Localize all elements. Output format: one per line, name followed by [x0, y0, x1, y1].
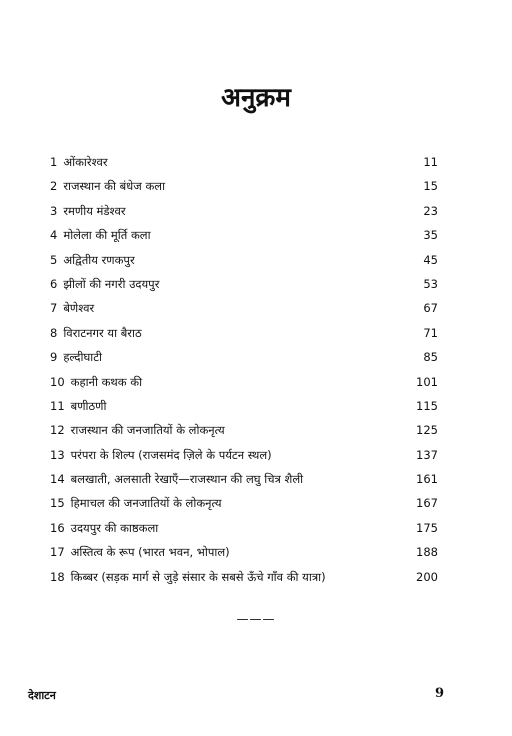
toc-entry-text	[50, 301, 94, 316]
toc-entry-page: 200	[416, 569, 438, 584]
toc-entry-number: 3	[50, 203, 58, 218]
toc-entry-number: 5	[50, 252, 58, 267]
toc-entry	[50, 570, 438, 594]
toc-entry-page: 137	[416, 447, 438, 462]
footer-book-title: देशाटन	[28, 689, 56, 702]
toc-entry-text	[50, 423, 225, 438]
toc-entry-page: 45	[423, 252, 438, 267]
toc-entry-title: विराटनगर या बैराठ	[63, 325, 142, 340]
toc-entry-number: 9	[50, 350, 58, 365]
toc-entry-number: 13	[50, 447, 65, 462]
toc-entry	[50, 496, 438, 520]
toc-entry	[50, 399, 438, 423]
toc-entry-title: किब्बर (सड़क मार्ग से जुड़े संसार के सबसे ऊँचे गाँव की यात्रा)	[70, 569, 326, 584]
footer-page-number: 9	[434, 686, 444, 701]
table-of-contents	[50, 155, 438, 594]
toc-entry-page: 125	[416, 423, 438, 438]
toc-entry-page: 23	[423, 203, 438, 218]
toc-entry	[50, 253, 438, 277]
toc-entry	[50, 204, 438, 228]
toc-entry-number: 16	[50, 520, 65, 535]
toc-entry-text	[50, 204, 126, 219]
toc-entry	[50, 301, 438, 325]
toc-entry-number: 2	[50, 179, 58, 194]
toc-entry	[50, 375, 438, 399]
toc-entry-page: 188	[416, 545, 438, 560]
toc-entry	[50, 545, 438, 569]
toc-entry-text	[50, 375, 142, 390]
toc-entry-number: 17	[50, 545, 65, 560]
toc-entry-number: 6	[50, 276, 58, 291]
toc-entry-text	[50, 326, 142, 341]
toc-entry-title: मोलेला की मूर्ति कला	[63, 228, 151, 243]
toc-entry-title: कहानी कथक की	[70, 374, 143, 389]
toc-entry-number: 14	[50, 472, 65, 487]
toc-entry-title: ओंकारेश्वर	[63, 155, 108, 169]
toc-entry	[50, 155, 438, 179]
toc-entry-number: 15	[50, 496, 65, 511]
toc-entry-page: 15	[423, 179, 438, 194]
toc-entry	[50, 350, 438, 374]
toc-entry-number: 18	[50, 569, 65, 584]
toc-entry	[50, 472, 438, 496]
toc-entry-title: राजस्थान की बंधेज कला	[63, 179, 166, 194]
toc-entry-number: 7	[50, 301, 58, 316]
toc-entry-page: 11	[423, 155, 438, 169]
toc-entry-title: उदयपुर की काष्ठकला	[70, 520, 159, 535]
section-separator: ———	[236, 612, 276, 626]
toc-entry-number: 10	[50, 374, 65, 389]
toc-entry-title: बणीठणी	[70, 398, 107, 413]
page-title: अनुक्रम	[221, 83, 291, 113]
toc-entry-title: हिमाचल की जनजातियों के लोकनृत्य	[70, 496, 222, 511]
toc-entry	[50, 521, 438, 545]
toc-entry-number: 1	[50, 155, 58, 169]
toc-entry	[50, 277, 438, 301]
toc-entry-text	[50, 228, 151, 243]
toc-entry-title: राजस्थान की जनजातियों के लोकनृत्य	[70, 423, 225, 438]
toc-entry-page: 85	[423, 350, 438, 365]
toc-entry-text	[50, 570, 326, 585]
toc-entry-text	[50, 521, 158, 536]
toc-entry-text	[50, 472, 303, 487]
toc-entry	[50, 423, 438, 447]
toc-entry-text	[50, 155, 108, 170]
toc-entry-page: 115	[416, 398, 438, 413]
toc-entry-title: झीलों की नगरी उदयपुर	[63, 276, 160, 291]
toc-entry-number: 12	[50, 423, 65, 438]
toc-entry	[50, 448, 438, 472]
toc-entry-title: अस्तित्व के रूप (भारत भवन, भोपाल)	[70, 545, 230, 560]
toc-entry-title: बेणेश्वर	[63, 301, 95, 316]
toc-entry-page: 67	[423, 301, 438, 316]
toc-entry-title: अद्वितीय रणकपुर	[63, 252, 135, 267]
toc-entry-page: 175	[416, 520, 438, 535]
toc-entry	[50, 228, 438, 252]
toc-entry-page: 161	[416, 472, 438, 487]
toc-entry-text	[50, 545, 230, 560]
toc-entry-text	[50, 277, 159, 292]
toc-entry-page: 53	[423, 276, 438, 291]
toc-entry-text	[50, 399, 106, 414]
toc-entry-page: 35	[423, 228, 438, 243]
toc-entry-text	[50, 448, 272, 463]
toc-entry-number: 11	[50, 398, 65, 413]
toc-entry-text	[50, 253, 135, 268]
toc-entry-page: 101	[416, 374, 438, 389]
toc-entry	[50, 326, 438, 350]
toc-entry-title: रमणीय मंडेश्वर	[63, 203, 126, 218]
toc-entry-page: 167	[416, 496, 438, 511]
toc-entry-number: 8	[50, 325, 58, 340]
toc-entry-text	[50, 496, 222, 511]
toc-entry-title: बलखाती, अलसाती रेखाएँ—राजस्थान की लघु चित्र शैली	[70, 472, 304, 487]
toc-entry-page: 71	[423, 325, 438, 340]
toc-entry	[50, 179, 438, 203]
toc-entry-title: परंपरा के शिल्प (राजसमंद ज़िले के पर्यटन स्थल)	[70, 447, 272, 462]
toc-entry-number: 4	[50, 228, 58, 243]
toc-entry-text	[50, 350, 102, 365]
toc-entry-title: हल्दीघाटी	[63, 350, 103, 365]
toc-entry-text	[50, 179, 165, 194]
